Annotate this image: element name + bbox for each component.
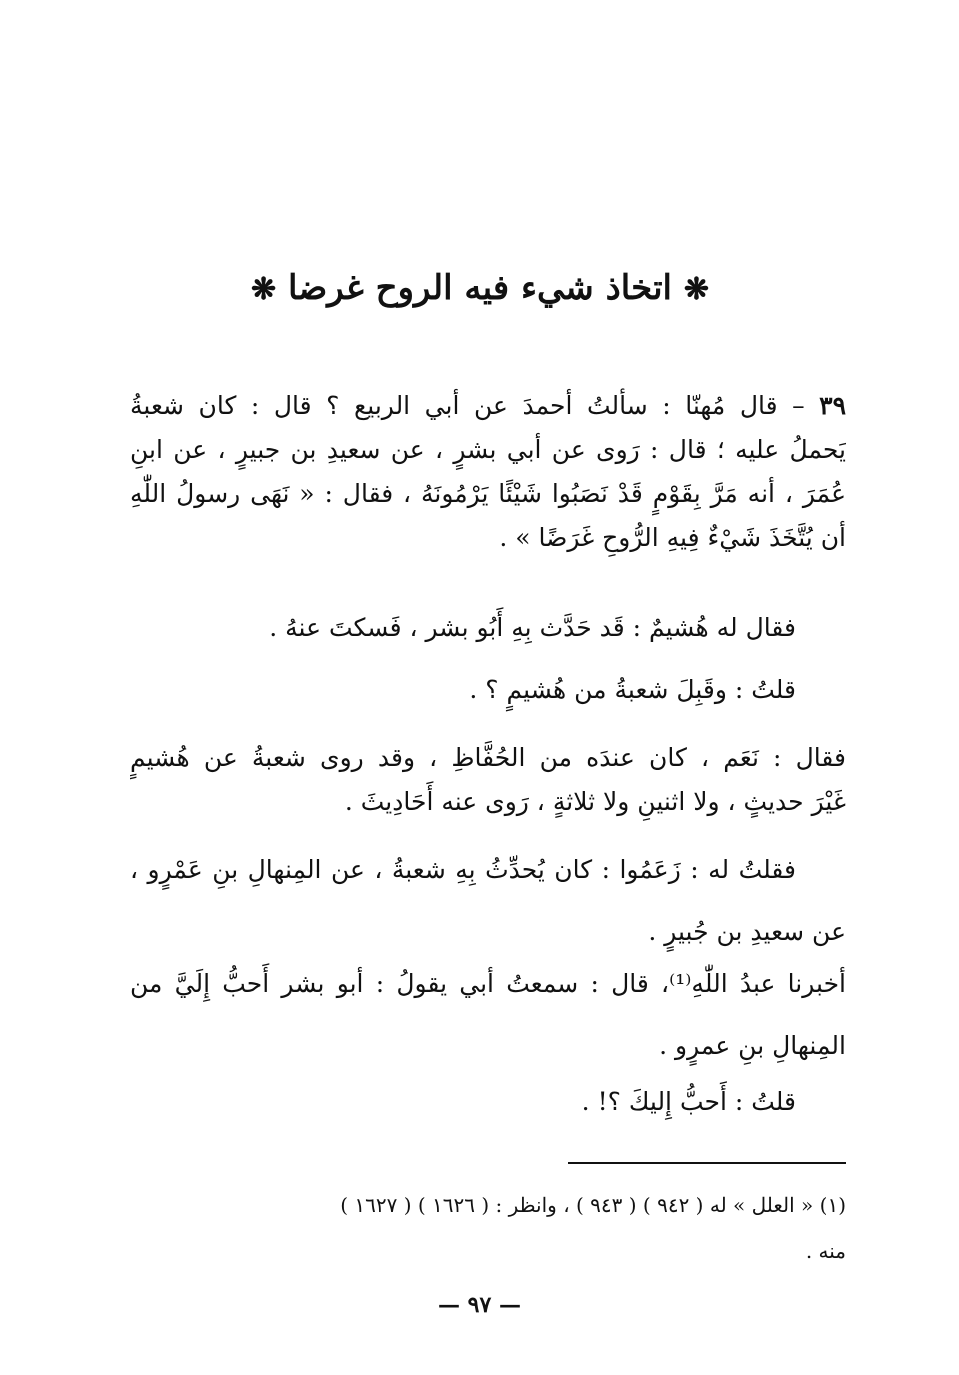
text-line: أخبرنا عبدُ اللّٰهِ⁽¹⁾، قال : سمعتُ أبي يقولُ : أبو بشر أَحبُّ إِلَيَّ من [130,969,846,998]
paragraph-answer [130,736,846,824]
text-line: عن سعيدِ بن جُبيرٍ . [648,917,846,946]
text-line: فقال : نَعَم ، كان عندَه من الحُفَّاظِ ، وقد روى شعبةُ عن هُشيمٍ [130,743,846,772]
chapter-title [150,268,810,308]
footnote [130,1182,846,1274]
text-line: فقال له هُشيمٌ : قَد حَدَّث بِهِ أَبُو بشر ، فَسكتَ عنهُ . [269,613,796,642]
paragraph-claim [130,848,846,954]
paragraph-question [130,668,846,712]
text-line: المِنهالِ بنِ عمرٍو . [659,1031,846,1060]
text-line: يَحملُ عليه ؛ قال : رَوى عن أبي بشرٍ ، عن سعيدِ بن جبيرٍ ، عن ابنِ [130,435,846,464]
footnote-line: منه . [805,1239,846,1263]
hadith-number: ٣٩ [819,391,846,420]
text-line: قلتُ : وقَبِلَ شعبةُ من هُشيمٍ ؟ . [469,675,796,704]
text-line: غَيْرَ حديثٍ ، ولا اثنينِ ولا ثلاثةٍ ، رَوى عنه أَحَادِيثَ . [344,787,846,816]
paragraph-abdullah [130,962,846,1068]
footnote-line: (١) « العلل » له ( ٩٤٢ ) ( ٩٤٣ ) ، وانظر : ( ١٦٢٦ ) ( ١٦٢٧ ) [340,1193,846,1217]
paragraph-hushaym [130,606,846,650]
star-ornament-right: ❋ [683,272,709,307]
chapter-title-text: اتخاذ شيء فيه الروح غرضا [288,268,672,308]
text-line: فقلتُ له : زَعَمُوا : كان يُحدِّثُ بِهِ شعبةُ ، عن المِنهالِ بنِ عَمْرٍو ، [130,855,796,884]
paragraph-final [130,1080,846,1124]
footnote-separator [568,1162,846,1164]
hadith-39 [130,384,846,560]
text-line: أن يُتَّخَذَ شَيْءٌ فِيهِ الرُّوحِ غَرَضًا » . [499,523,846,552]
text-line: عُمَرَ ، أنه مَرَّ بِقَوْمٍ قَدْ نَصَبُوا شَيْئًا يَرْمُونَهُ ، فقال : « نَهَى رسولُ اللّٰهِ [130,479,846,508]
text-line: ٣٩ – قال مُهنّا : سألتُ أحمدَ عن أبي الربيع ؟ قال : كان شعبةُ [130,391,846,420]
star-ornament-left: ❋ [251,272,277,307]
page-number: — ٩٧ — [438,1292,521,1318]
text-line: قلتُ : أَحبُّ إِليكَ ؟! . [581,1087,796,1116]
